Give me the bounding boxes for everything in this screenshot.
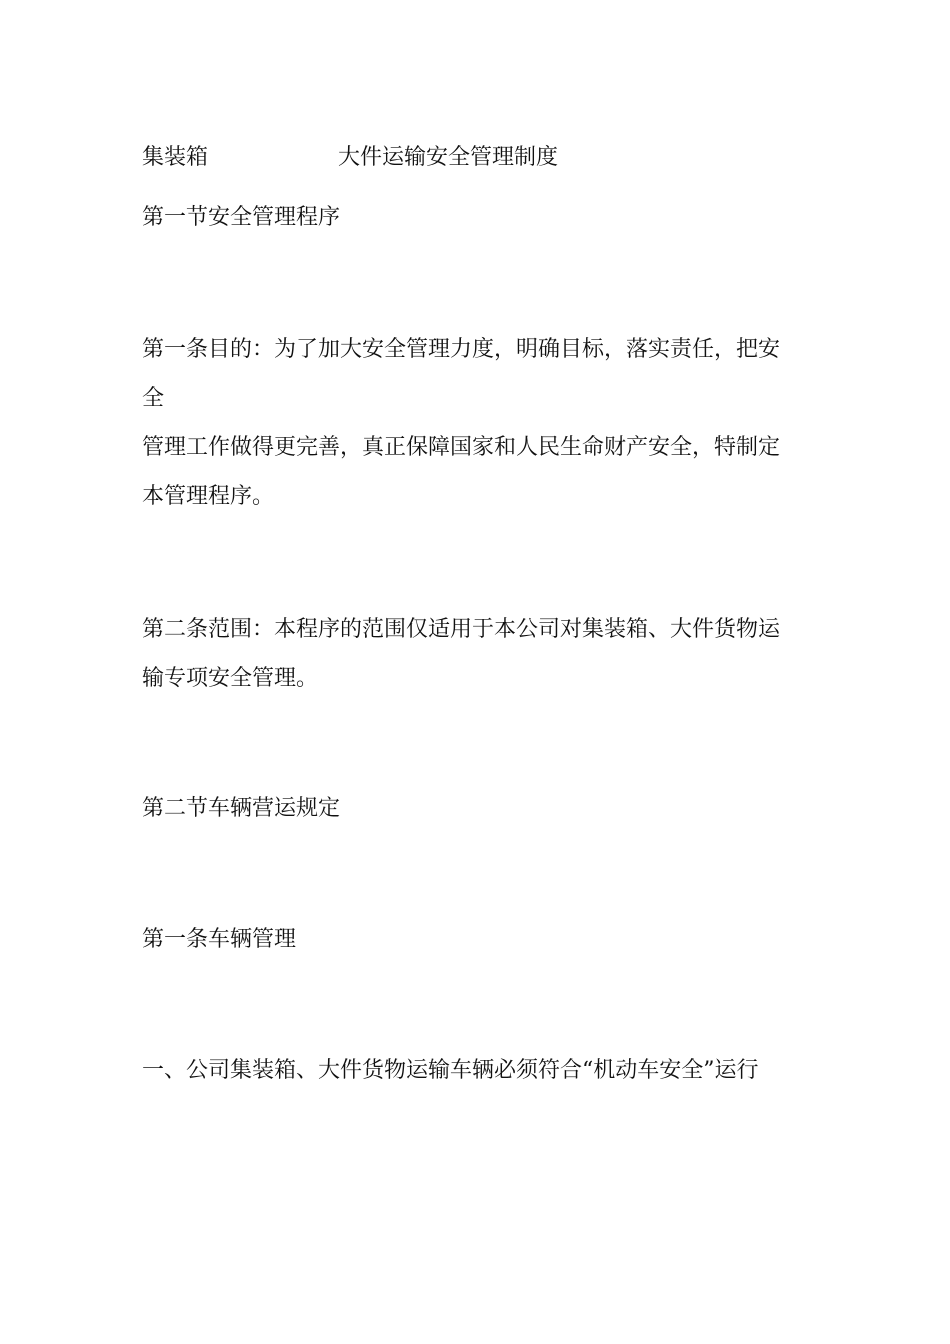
document-title-left: 集装箱 [142,145,209,170]
item-1-line-1: 一、公司集装箱、大件货物运输车辆必须符合“机动车安全”运行 [142,1058,759,1083]
article-1-line-4: 本管理程序。 [142,484,275,509]
article-1-line-2: 全 [142,386,165,411]
article-2-line-2: 输专项安全管理。 [142,666,319,691]
document-title-right: 大件运输安全管理制度 [338,145,559,170]
article-2-line-1: 第二条范围：本程序的范围仅适用于本公司对集装箱、大件货物运 [142,617,781,642]
section-heading-2: 第二节车辆营运规定 [142,796,341,821]
section-heading-1: 第一节安全管理程序 [142,205,341,230]
article-1-line-1: 第一条目的：为了加大安全管理力度，明确目标，落实责任，把安 [142,337,781,362]
section-2-article-1: 第一条车辆管理 [142,927,297,952]
article-1-line-3: 管理工作做得更完善，真正保障国家和人民生命财产安全，特制定 [142,435,781,460]
